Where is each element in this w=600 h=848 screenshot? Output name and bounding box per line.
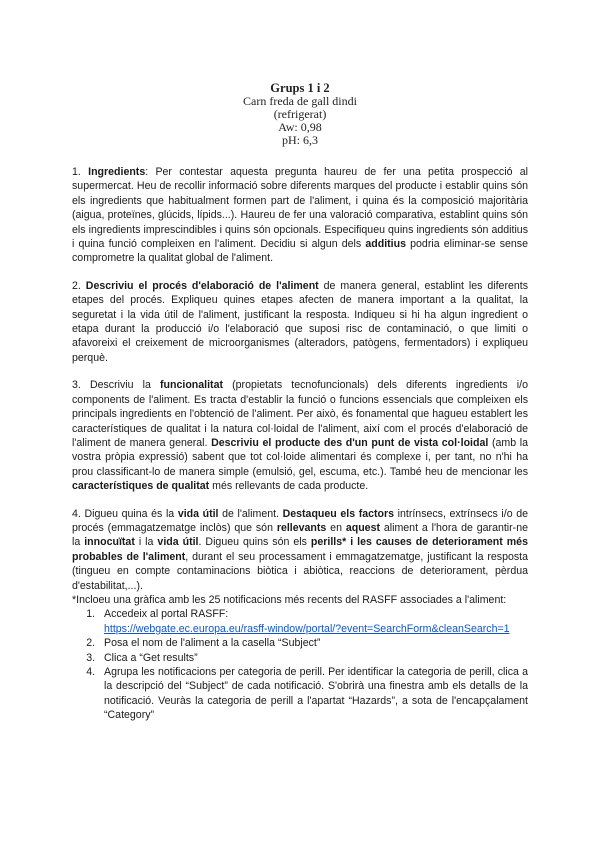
q1-term: Ingredients — [88, 166, 146, 178]
q2-term: Descriviu el procés d'elaboració de l'aliment — [85, 279, 319, 292]
q3-term: funcionalitat — [160, 379, 223, 392]
rasff-steps-list — [72, 607, 528, 722]
list-item: 1. Accedeix al portal RASFF: https://webgate.ec.europa.eu/rasff-window/portal/?event=SearchForm&cleanSearch=1 — [98, 607, 528, 636]
question-2: 2. Descriviu el procés d'elaboració de l'aliment de manera general, establint les diferents etapes del procés. Expliqueu quines etapes afecten de manera important a la qualitat, la seguretat i la vida útil de l'aliment, justificant la resposta. Indiqueu si hi ha algun ingredient o etapa durant la producció i/o l'elaboració que suposi risc de contaminació, o que limiti o afavoreixi el creixement de microorganismes (alteradors, patògens, fermentadors) i expliqueu perquè. — [72, 279, 529, 364]
question-3: 3. Descriviu la funcionalitat (propietats tecnofuncionals) dels diferents ingredients i/o components de l'aliment. Es tracta d'establir la funció o funcions essencials que compleixen els principals ingredients en l'obtenció de l'aliment. Per això, és fonamental que hagueu establert les característiques de qualitat i la natura col·loidal de l'aliment, així com el procés d'elaboració de l'aliment de manera general. Descriviu el producte des d'un punt de vista col·loidal (amb la vostra pròpia expressió) sabent que tot col·loide alimentari és complexe i, per tant, no n'hi ha prou classificant-lo de manera simple (emulsió, gel, escuma, etc.). També heu de mencionar les característiques de qualitat més rellevants de cada producte. — [72, 379, 528, 493]
document-body — [72, 165, 528, 723]
question-1: 1. Ingredients: Per contestar aquesta pregunta haureu de fer una petita prospecció al supermercat. Heu de recollir informació sobre diferents marques del producte i establir quins són els ingredients que habitualment formen part de l'aliment, i quina és la composició majoritària (aigua, proteïnes, glúcids, lípids...). Haureu de fer una valoració comparativa, establint quins són els ingredients imprescindibles i quins són opcionals. Especifiqueu quins ingredients són additius i quina funció compleixen en l'aliment. Decidiu si algun dels additius podria eliminar-se sense comprometre la qualitat global de l'aliment. — [72, 166, 529, 265]
product-name: Carn freda de gall dindi — [243, 94, 357, 108]
q1-term-additius: additius — [365, 238, 406, 251]
q3-term-quality: característiques de qualitat — [72, 480, 210, 493]
storage-condition: (refrigerat) — [273, 107, 327, 121]
list-item: 2. Posa el nom de l'aliment a la casella “Subject” — [98, 636, 528, 650]
group-title: Grups 1 i 2 — [270, 81, 330, 95]
list-item: 3. Clica a “Get results” — [98, 651, 528, 665]
rasff-note: *Incloeu una gràfica amb les 25 notificacions més recents del RASFF associades a l'aliment: — [72, 593, 507, 606]
water-activity: Aw: 0,98 — [278, 120, 322, 134]
q3-term-colloidal: Descriviu el producte des d'un punt de vista col·loidal — [211, 436, 489, 449]
document-header — [0, 82, 600, 147]
rasff-portal-link[interactable]: https://webgate.ec.europa.eu/rasff-window/portal/?event=SearchForm&cleanSearch=1 — [104, 622, 510, 635]
list-item: 4. Agrupa les notificacions per categoria de perill. Per identificar la categoria de perill, clica a la descripció del “Subject” de cada notificació. S'obrirà una finestra amb els detalls de la notificació. Veuràs la categoria de perill a l'apartat “Hazards”, a sota de l'encapçalament “Category” — [98, 665, 528, 723]
ph-value: pH: 6,3 — [282, 133, 318, 147]
question-4: 4. Digueu quina és la vida útil de l'aliment. Destaqueu els factors intrínsecs, extrínsecs i/o de procés (emmagatzematge inclòs) que són rellevants en aquest aliment a l'hora de garantir-ne la innocuïtat i la vida útil. Digueu quins són els perills* i les causes de deteriorament més probables de l'aliment, durant el seu processament i emmagatzematge, justificant la resposta (tingueu en compte contaminacions biòtica i abiòtica, reaccions de deteriorament, pèrdua d'estabilitat,...). — [72, 507, 528, 592]
